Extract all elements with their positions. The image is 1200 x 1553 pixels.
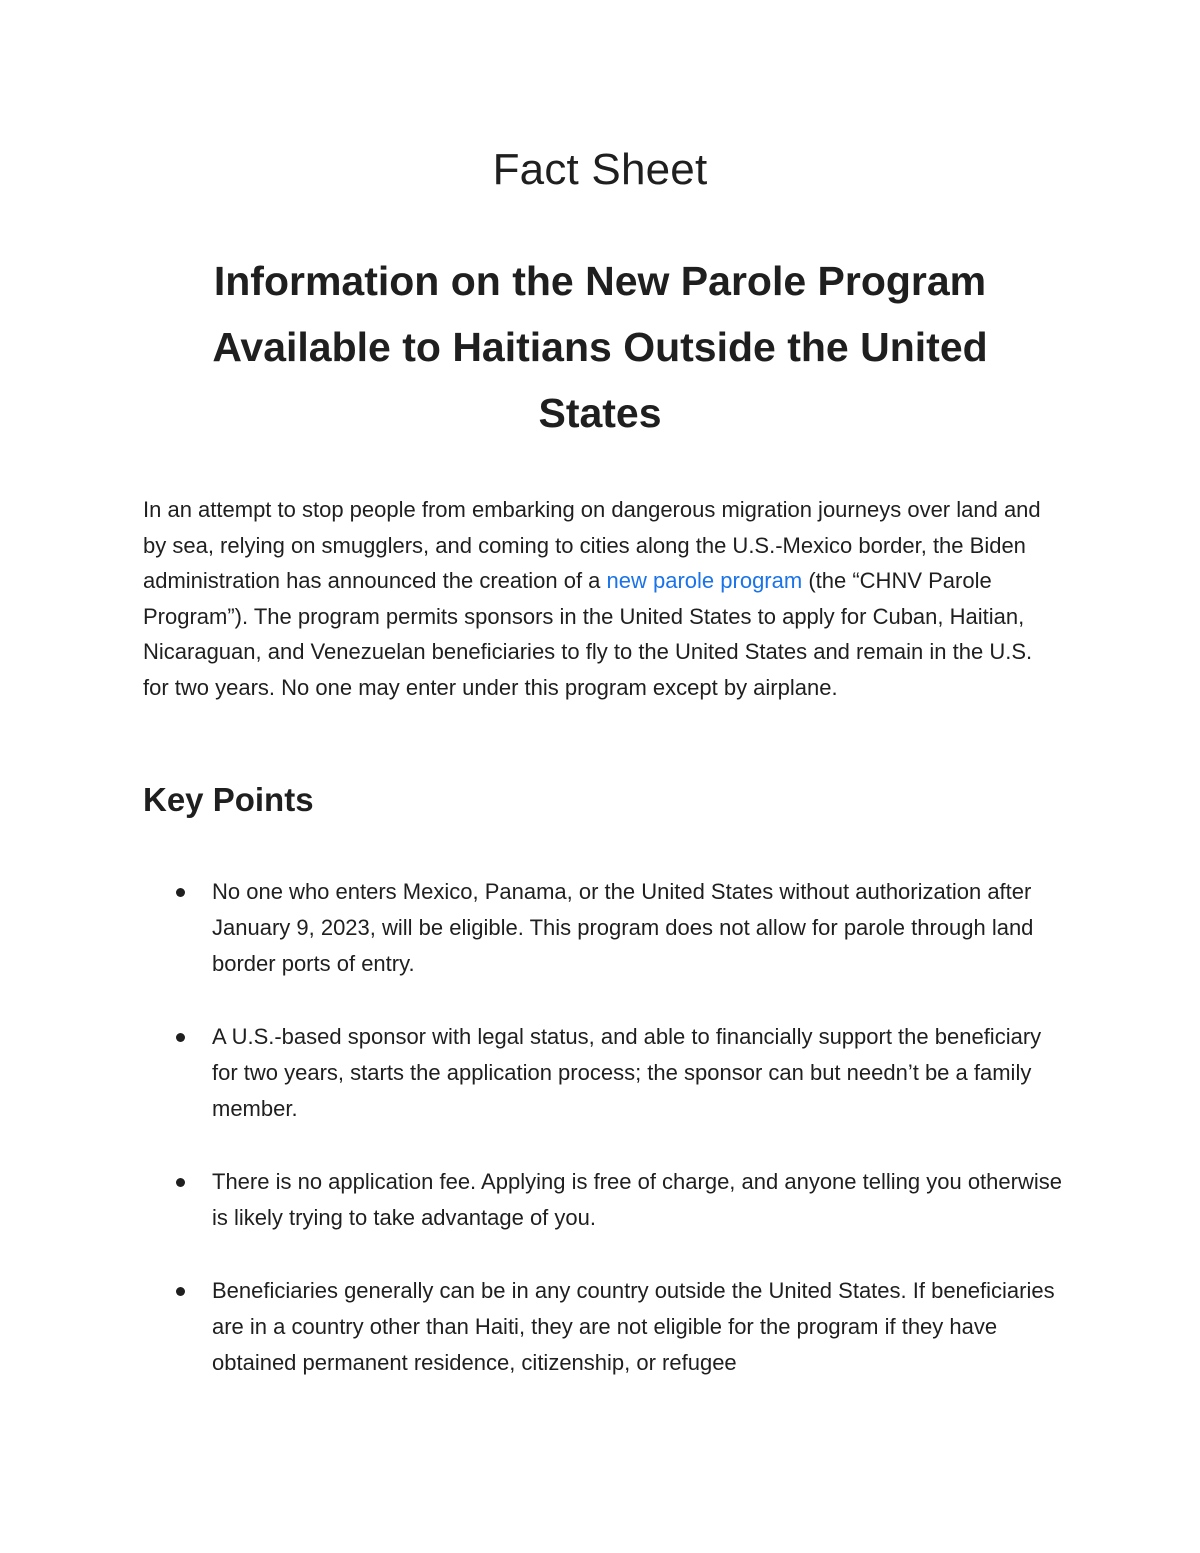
key-points-list xyxy=(143,874,1063,1418)
key-point-text: A U.S.-based sponsor with legal status, and able to financially support the beneficiary for two years, starts the application process; the sponsor can but needn’t be a family member. xyxy=(212,1024,1042,1121)
bullet-dot-icon xyxy=(176,1287,185,1296)
key-point-item xyxy=(143,874,1063,982)
key-point-text: There is no application fee. Applying is free of charge, and anyone telling you otherwise is likely trying to take advantage of you. xyxy=(212,1169,1062,1230)
bullet-dot-icon xyxy=(176,888,185,897)
document-title: Information on the New Parole Program Available to Haitians Outside the United States xyxy=(212,258,988,436)
new-parole-program-link[interactable]: new parole program xyxy=(606,568,803,593)
intro-paragraph xyxy=(143,492,1043,705)
intro-text-before-link: In an attempt to stop people from embarking on dangerous migration journeys over land and by sea, relying on smugglers, and coming to cities along the U.S.-Mexico border, the Biden administration has announced the creation of a xyxy=(143,497,1041,593)
document-label: Fact Sheet xyxy=(492,145,708,194)
key-point-item xyxy=(143,1164,1063,1236)
intro-text-after-link: (the “CHNV Parole Program”). The program permits sponsors in the United States to apply for Cuban, Haitian, Nicaraguan, and Venezuelan beneficiaries to fly to the United States and remain in the U.S. for two years. No one may enter under this program except by airplane. xyxy=(143,568,1033,700)
key-points-heading: Key Points xyxy=(143,781,314,818)
key-point-item xyxy=(143,1019,1063,1127)
key-point-item xyxy=(143,1273,1063,1381)
bullet-dot-icon xyxy=(176,1033,185,1042)
bullet-dot-icon xyxy=(176,1178,185,1187)
key-point-text: No one who enters Mexico, Panama, or the United States without authorization after January 9, 2023, will be eligible. This program does not allow for parole through land border ports of entry. xyxy=(212,879,1034,976)
key-point-text: Beneficiaries generally can be in any country outside the United States. If beneficiaries are in a country other than Haiti, they are not eligible for the program if they have obtained permanent residence, citizenship, or refugee xyxy=(212,1278,1055,1375)
